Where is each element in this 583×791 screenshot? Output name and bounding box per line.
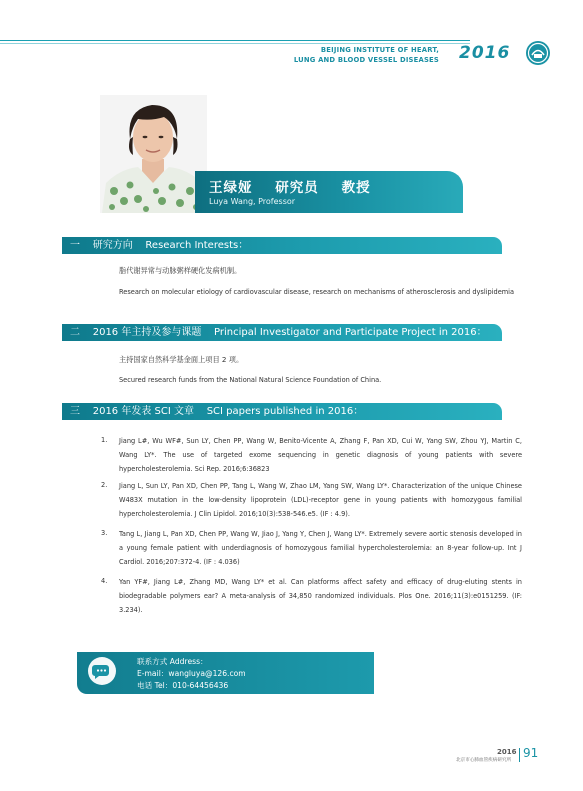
header-rule [0, 40, 470, 41]
paper-number: 1. [101, 436, 108, 444]
projects-text-en: Secured research funds from the National Natural Science Foundation of China. [119, 376, 382, 384]
header-year: 2016 [459, 43, 511, 63]
page-number: 91 [523, 746, 539, 760]
institute-name-line2: LUNG AND BLOOD VESSEL DISEASES [293, 56, 439, 64]
projects-text-cn: 主持国家自然科学基金面上项目 2 项。 [119, 355, 244, 364]
paper-citation: Jiang L#, Wu WF#, Sun LY, Chen PP, Wang W, Benito-Vicente A, Zhang F, Pan XD, Cui W, Yang SW, Zhou YJ, Martin C, Wang LY*. The use of targeted exome sequencing in genetic diagnosis of young patients with severe hypercholesterolemia. Sci Rep. 2016;6:36823 [119, 437, 522, 474]
section-papers-title: 三 2016 年发表 SCI 文章 SCI papers published in 2016： [70, 406, 364, 417]
paper-number: 3. [101, 529, 108, 537]
name-english: Luya Wang, Professor [209, 197, 296, 206]
institute-name-line1: BEIJING INSTITUTE OF HEART, [320, 46, 439, 54]
footer-year: 2016 [497, 748, 517, 756]
name-chinese: 王绿娅 研究员 教授 [209, 180, 371, 196]
paper-number: 2. [101, 481, 108, 489]
research-text-en: Research on molecular etiology of cardiovascular disease, research on mechanisms of atherosclerosis and dyslipidemia [119, 288, 515, 296]
footer-org: 北京市心肺血管疾病研究所 [456, 758, 512, 763]
chat-bubbles-icon [87, 656, 117, 686]
contact-label: 联系方式 Address： [137, 657, 208, 666]
header-rule-thin [0, 43, 470, 44]
profile-photo [100, 95, 207, 213]
paper-citation: Jiang L, Sun LY, Pan XD, Chen PP, Tang L, Wang W, Zhao LM, Yang SW, Wang LY*. Characterization of the unique Chinese W483X mutation in the low-density lipoprotein (LDL)-receptor gene in young patients with homozygous familial hypercholesterolemia. J Clin Lipidol. 2016;10(3):538-546.e5. (IF : 4.9). [119, 482, 522, 519]
contact-phone: 电话 Tel：010-64456436 [137, 681, 229, 690]
institute-logo-icon [525, 40, 551, 66]
section-research-title: 一 研究方向 Research Interests： [70, 240, 249, 251]
paper-citation: Yan YF#, Jiang L#, Zhang MD, Wang LY* et al. Can platforms affect safety and efficacy of drug-eluting stents in biodegradable polymers ear? A meta-analysis of 34,850 randomized individuals. Plos One. 2016;11(3):e0151259. (IF: 3.234). [119, 578, 522, 615]
paper-number: 4. [101, 577, 108, 585]
contact-email[interactable]: E-mail：wangluya@126.com [137, 669, 246, 678]
research-text-cn: 脂代谢异常与动脉粥样硬化发病机制。 [119, 266, 242, 275]
section-projects-title: 二 2016 年主持及参与课题 Principal Investigator and Participate Project in 2016： [70, 327, 487, 338]
paper-citation: Tang L, Jiang L, Pan XD, Chen PP, Wang W, Jiao J, Yang Y, Chen J, Wang LY*. Extremely severe aortic stenosis developed in a young female patient with underdiagnosis of homozygous familial hypercholesterolemia: an 8-year follow-up. Int J Cardiol. 2016;207:372-4. (IF : 4.036) [119, 530, 522, 567]
footer-divider [519, 748, 520, 762]
